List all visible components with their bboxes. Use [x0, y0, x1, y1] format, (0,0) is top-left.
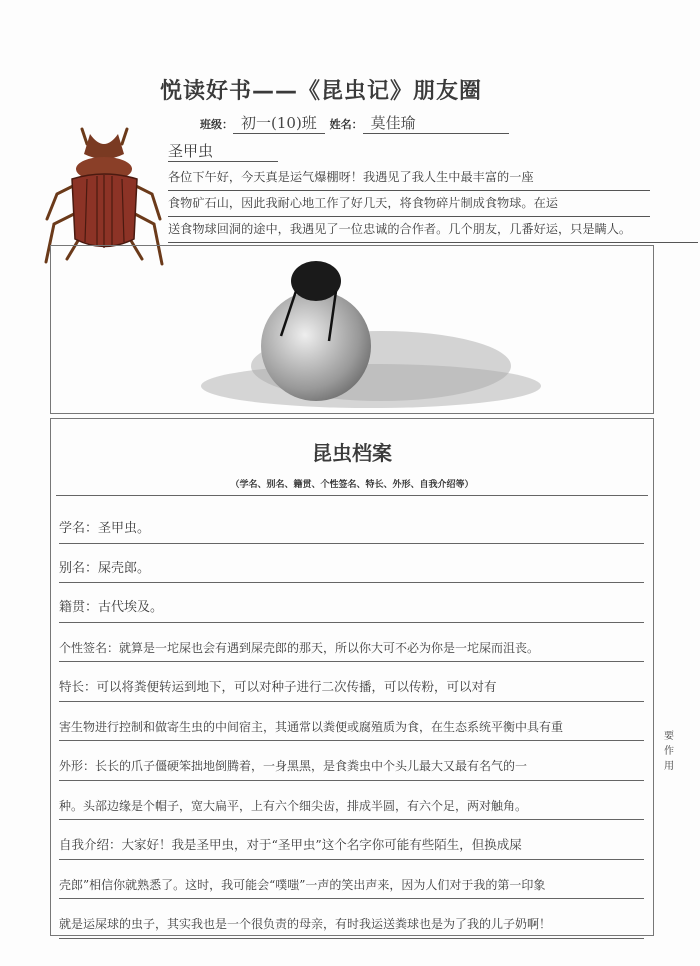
profile-rows — [59, 504, 699, 939]
post-text — [168, 165, 698, 243]
post-line: 送食物球回洞的途中，我遇见了一位忠诚的合作者。几个朋友，几番好运，只是瞒人。 — [168, 217, 698, 243]
student-info — [200, 112, 509, 134]
post-line: 各位下午好，今天真是运气爆棚呀！我遇见了我人生中最丰富的一座 — [168, 165, 650, 191]
class-label: 班级： — [200, 118, 233, 131]
name-label: 姓名： — [329, 118, 363, 131]
dung-ball-drawing — [50, 245, 654, 414]
insect-profile — [50, 418, 674, 936]
species-name: 圣甲虫 — [168, 140, 278, 162]
profile-row: 别名：屎壳郎。 — [59, 544, 644, 584]
profile-row: 害生物进行控制和做寄生虫的中间宿主，其通常以粪便或腐殖质为食，在生态系统平衡中具有重 — [59, 702, 644, 742]
post-line: 食物矿石山，因此我耐心地工作了好几天，将食物碎片制成食物球。在运 — [168, 191, 650, 217]
dung-ball-sketch — [51, 246, 653, 413]
profile-row: 就是运屎球的虫子，其实我也是一个很负责的母亲，有时我运送粪球也是为了我的儿子奶啊！ — [59, 899, 644, 939]
profile-row: 外形：长长的爪子僵硬笨拙地倒腾着，一身黑黑，是食粪虫中个头儿最大又最有名气的一 — [59, 741, 644, 781]
profile-row: 种。头部边缘是个帽子，宽大扁平，上有六个细尖齿，排成半圆，有六个足，两对触角。 — [59, 781, 644, 821]
profile-row: 学名：圣甲虫。 — [59, 504, 644, 544]
margin-note: 要作用 — [664, 731, 674, 772]
class-value: 初一(10)班 — [233, 112, 325, 134]
profile-subtitle: （学名、别名、籍贯、个性签名、特长、外形、自我介绍等） — [230, 480, 474, 490]
profile-row: 自我介绍：大家好！我是圣甲虫，对于“圣甲虫”这个名字你可能有些陌生，但换成屎 — [59, 820, 644, 860]
profile-title: 昆虫档案 — [312, 441, 392, 465]
profile-row: 个性签名：就算是一坨屎也会有遇到屎壳郎的那天，所以你大可不必为你是一坨屎而沮丧。 — [59, 623, 644, 663]
profile-row: 壳郎”相信你就熟悉了。这时，我可能会“噗嗤”一声的笑出声来，因为人们对于我的第一印象 — [59, 860, 644, 900]
profile-row: 籍贯：古代埃及。 — [59, 583, 644, 623]
name-value: 莫佳瑜 — [363, 112, 509, 134]
page-title: 悦读好书——《昆虫记》朋友圈 — [160, 79, 483, 104]
divider — [56, 495, 648, 496]
profile-row: 特长：可以将粪便转运到地下，可以对种子进行二次传播，可以传粉，可以对有 — [59, 662, 644, 702]
